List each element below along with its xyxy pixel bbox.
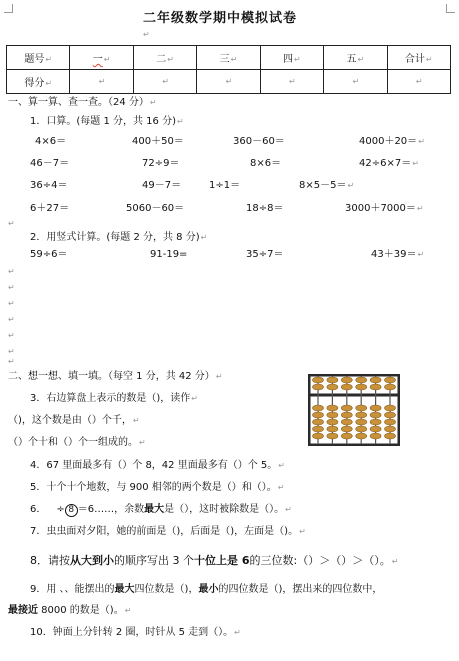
abacus-bead: [327, 419, 338, 425]
score-table-col-total: 合计↵: [387, 46, 450, 70]
oral-item: 6＋27＝: [30, 203, 70, 214]
abacus-bead: [385, 405, 396, 411]
abacus-bead: [313, 433, 324, 439]
score-cell[interactable]: ↵: [197, 70, 260, 94]
oral-item: 4000＋20＝↵: [359, 136, 425, 147]
oral-item: 1÷1＝: [209, 180, 241, 191]
paragraph-mark: ↵: [8, 315, 15, 324]
abacus-bead: [356, 377, 367, 383]
abacus-bead: [370, 433, 381, 439]
abacus-bead: [370, 405, 381, 411]
score-cell[interactable]: ↵: [387, 70, 450, 94]
abacus-bead: [341, 377, 352, 383]
section-2-heading: 二、想一想、填一填。（每空 1 分，共 42 分）↵: [8, 371, 223, 382]
oral-item: 72÷9＝: [142, 158, 180, 169]
oral-item: 49－7＝: [142, 180, 182, 191]
abacus-bead: [385, 433, 396, 439]
abacus-bead: [356, 405, 367, 411]
abacus-image: [308, 374, 400, 446]
abacus-bead: [313, 377, 324, 383]
score-table-col-5: 五↵: [324, 46, 387, 70]
q3: 3．右边算盘上表示的数是（)，读作↵: [30, 393, 198, 404]
score-table-col-1: 一↵: [70, 46, 133, 70]
abacus-bead: [313, 419, 324, 425]
corner-mark-top-left: [4, 4, 13, 13]
abacus-bead: [327, 377, 338, 383]
oral-item: 8×5－5＝↵: [299, 180, 355, 191]
abacus-bead: [356, 419, 367, 425]
score-table-col-3: 三↵: [197, 46, 260, 70]
vertical-item: 43＋39＝↵: [371, 249, 425, 260]
score-table-col-4: 四↵: [260, 46, 323, 70]
paragraph-mark: ↵: [8, 331, 15, 340]
oral-item: 8×6＝: [250, 158, 282, 169]
vertical-item: 35÷7＝: [246, 249, 284, 260]
abacus-bead: [356, 433, 367, 439]
corner-mark-top-right: [446, 4, 455, 13]
abacus-bead: [370, 419, 381, 425]
abacus-bead: [327, 405, 338, 411]
score-table-row-scores: [7, 70, 451, 94]
score-cell[interactable]: ↵: [70, 70, 133, 94]
score-table-label-scores: 得分↵: [7, 70, 70, 94]
paragraph-mark: ↵: [8, 283, 15, 292]
abacus-bead: [370, 412, 381, 418]
abacus-bead: [313, 426, 324, 432]
score-cell[interactable]: ↵: [324, 70, 387, 94]
abacus-bead: [327, 433, 338, 439]
oral-item: 36÷4＝: [30, 180, 68, 191]
circled-number: 8: [65, 504, 78, 517]
vertical-item: 91-19=: [150, 249, 188, 260]
oral-item: 46－7＝: [30, 158, 70, 169]
abacus-bead: [327, 384, 338, 390]
abacus-bead: [356, 384, 367, 390]
abacus-bead: [356, 426, 367, 432]
abacus-bead: [341, 433, 352, 439]
q9-line2: 最接近 8000 的数是（)。↵: [8, 605, 132, 616]
q8: 8．请按从大到小的顺序写出 3 个十位上是 6的三位数:（）＞（）＞（）。↵: [30, 554, 399, 567]
abacus-bead: [313, 412, 324, 418]
q1-title: 1．口算。(每题 1 分，共 16 分)↵: [30, 116, 184, 127]
score-table-col-2: 二↵: [133, 46, 196, 70]
score-cell[interactable]: ↵: [260, 70, 323, 94]
oral-item: 400＋50＝: [132, 136, 184, 147]
oral-item: 4×6＝: [35, 136, 67, 147]
q3-line2: （)，这个数是由（）个千，↵: [8, 415, 140, 426]
oral-item: 360－60＝: [233, 136, 285, 147]
paragraph-mark: ↵: [143, 30, 150, 39]
abacus-bead: [356, 412, 367, 418]
abacus-bead: [385, 412, 396, 418]
vertical-item: 59÷6＝: [30, 249, 68, 260]
abacus-bead: [370, 384, 381, 390]
q4: 4．67 里面最多有（）个 8，42 里面最多有（）个 5。↵: [30, 460, 285, 471]
paragraph-mark: ↵: [8, 267, 15, 276]
abacus-bead: [385, 426, 396, 432]
score-table-label-items: 题号↵: [7, 46, 70, 70]
abacus-bead: [341, 419, 352, 425]
oral-item: 3000＋7000＝↵: [345, 203, 424, 214]
abacus-bead: [327, 412, 338, 418]
score-table-row-items: [7, 46, 451, 70]
abacus-bead: [341, 412, 352, 418]
q7: 7．虫虫面对夕阳，她的前面是（)，后面是（)，左面是（)。↵: [30, 526, 306, 537]
oral-item: 42÷6×7＝↵: [359, 158, 419, 169]
abacus-bead: [313, 405, 324, 411]
abacus-bead: [385, 419, 396, 425]
abacus-bead: [327, 426, 338, 432]
abacus-bead: [341, 426, 352, 432]
oral-item: 18÷8＝: [246, 203, 284, 214]
q2-title: 2．用竖式计算。(每题 2 分，共 8 分)↵: [30, 232, 208, 243]
q3-line3: （）个十和（）个一组成的。↵: [8, 437, 146, 448]
score-table: [6, 45, 451, 94]
abacus-bead: [341, 384, 352, 390]
paragraph-mark: ↵: [8, 219, 15, 228]
oral-item: 5060－60＝: [126, 203, 185, 214]
q9: 9．用 、、能摆出的最大四位数是（)，最小的四位数是（)，摆出来的四位数中，: [30, 584, 383, 595]
abacus-bead: [385, 384, 396, 390]
paragraph-mark: ↵: [8, 299, 15, 308]
abacus-bead: [385, 377, 396, 383]
q10: 10．钟面上分针转 2 圈，时针从 5 走到（）。↵: [30, 627, 241, 638]
q5: 5．十个十个地数，与 900 相邻的两个数是（）和（）。↵: [30, 482, 285, 493]
paragraph-mark: ↵: [8, 357, 15, 366]
abacus-bead: [341, 405, 352, 411]
abacus-bead: [370, 377, 381, 383]
page-title: 二年级数学期中模拟试卷: [143, 11, 298, 26]
abacus-bead: [313, 384, 324, 390]
section-1-heading: 一、算一算、查一查。（24 分）↵: [8, 97, 157, 108]
abacus-bead: [370, 426, 381, 432]
q6: 6． ÷ 8 ＝6……，余数最大是（），这时被除数是（）。↵: [30, 504, 292, 515]
paragraph-mark: ↵: [8, 347, 15, 356]
score-cell[interactable]: ↵: [133, 70, 196, 94]
